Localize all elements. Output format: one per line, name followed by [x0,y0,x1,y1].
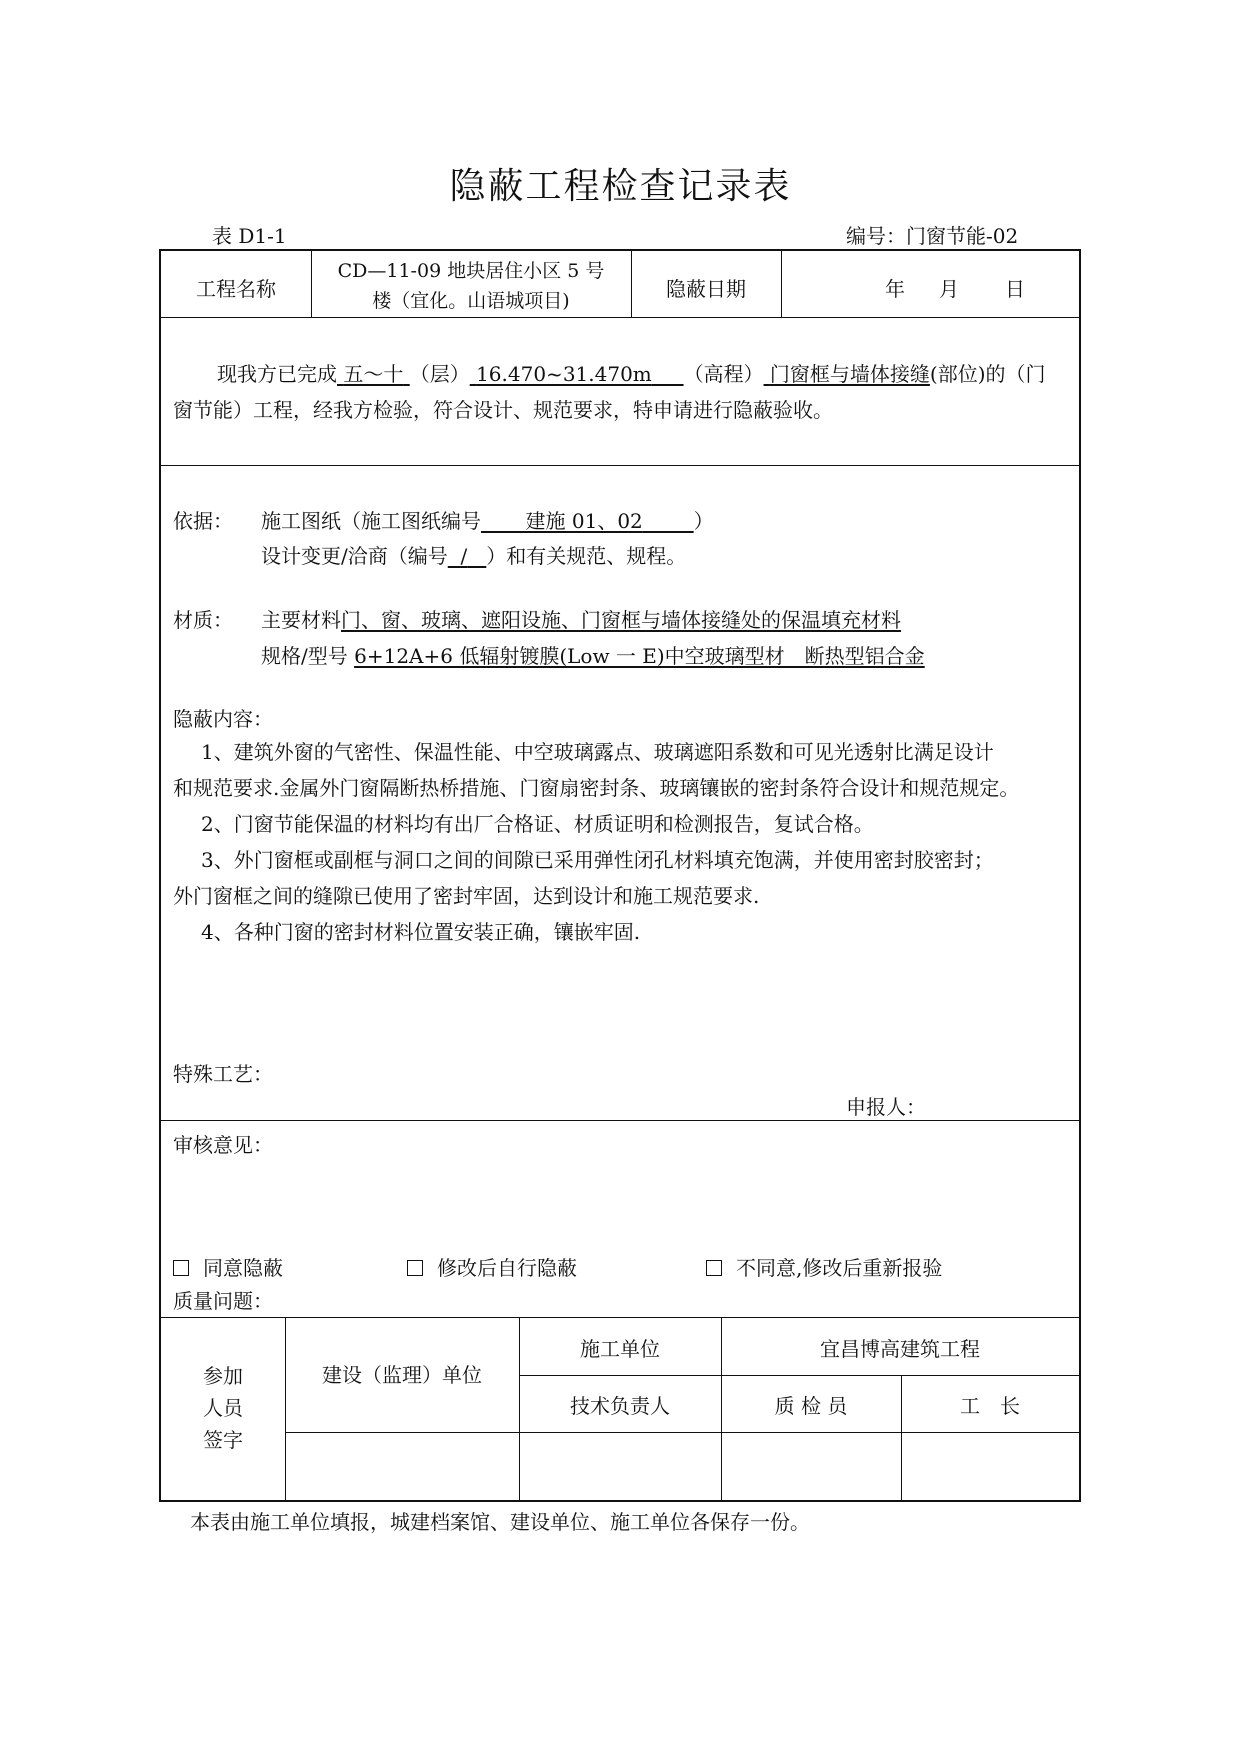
basis-label: 依据： [173,509,233,533]
main-material: 主要材料门、窗、玻璃、遮阳设施、门窗框与墙体接缝处的保温填充材料 [261,608,901,632]
concealed-content-label: 隐蔽内容： [173,707,273,731]
applicant-label: 申报人： [846,1095,926,1119]
row-divider [161,1317,1079,1318]
tech-lead-label: 技术负责人 [570,1394,670,1418]
option-reject[interactable] [706,1252,942,1281]
review-opinion-label: 审核意见： [173,1133,273,1157]
project-name-line2: 楼（宜化。山语城项目) [372,290,570,312]
basis-change: 设计变更/洽商（编号 / ）和有关规范、规程。 [261,544,687,568]
option-self-conceal[interactable] [407,1252,577,1281]
participants-label-3: 签字 [203,1428,243,1452]
statement-part: 门窗框与墙体接缝 [769,362,930,386]
participants-label-2: 人员 [203,1396,243,1420]
approve-label: 同意隐蔽 [203,1256,283,1280]
statement-elevation: 16.470~31.470m [476,362,652,386]
statement-prefix: 现我方已完成 [217,362,337,386]
concealed-item-1-line2: 和规范要求.金属外门窗隔断热桥措施、门窗扇密封条、玻璃镶嵌的密封条符合设计和规范规定。 [173,776,1020,800]
approve-checkbox[interactable] [173,1260,189,1276]
material-spec: 规格/型号 6+12A+6 低辐射镀膜(Low 一 E)中空玻璃型材 断热型铝合金 [261,644,925,668]
owner-unit-label: 建设（监理）单位 [322,1363,482,1387]
concealed-item-1-line1: 1、建筑外窗的气密性、保温性能、中空玻璃露点、玻璃遮阳系数和可见光透射比满足设计 [201,740,994,764]
material-spec-value: 6+12A+6 低辐射镀膜(Low 一 E)中空玻璃型材 断热型铝合金 [354,644,925,668]
concealed-item-3-line1: 3、外门窗框或副框与洞口之间的间隙已采用弹性闭孔材料填充饱满，并使用密封胶密封； [201,848,994,872]
statement-line1 [217,358,1046,387]
project-name-label: 工程名称 [196,277,276,301]
concealed-item-4: 4、各种门窗的密封材料位置安装正确，镶嵌牢固. [201,920,641,944]
drawing-number: 建施 01、02 [525,509,643,533]
row-divider [161,1120,1079,1121]
owner-signature-field[interactable] [285,1433,519,1500]
reject-label: 不同意,修改后重新报验 [736,1256,943,1280]
concealed-date-label: 隐蔽日期 [666,277,746,301]
project-name-line1: CD—11-09 地块居住小区 5 号 [337,260,605,282]
option-approve[interactable] [173,1252,283,1281]
statement-floors-unit: （层） [409,362,470,386]
statement-floors: 五～十 [343,362,404,386]
page-title: 隐蔽工程检查记录表 [449,166,792,207]
statement-elevation-unit: （高程） [683,362,764,386]
date-month: 月 [939,277,959,301]
basis-drawings: 施工图纸（施工图纸编号 建施 01、02 ） [261,509,714,533]
inspector-signature-field[interactable] [722,1433,901,1500]
row-divider [161,317,1079,318]
concealed-item-2: 2、门窗节能保温的材料均有出厂合格证、材质证明和检测报告，复试合格。 [201,812,874,836]
main-material-value: 门、窗、玻璃、遮阳设施、门窗框与墙体接缝处的保温填充材料 [341,608,901,632]
footer-note: 本表由施工单位填报，城建档案馆、建设单位、施工单位各保存一份。 [190,1510,810,1534]
tech-lead-signature-field[interactable] [520,1433,721,1500]
foreman-label: 工 长 [960,1394,1020,1418]
quality-issue-label: 质量问题： [173,1289,273,1313]
self-conceal-label: 修改后自行隐蔽 [437,1256,577,1280]
contractor-unit-name: 宜昌博高建筑工程 [820,1337,980,1361]
date-year: 年 [885,277,905,301]
special-process-label: 特殊工艺： [173,1062,273,1086]
serial-number: 编号：门窗节能-02 [846,224,1019,248]
self-conceal-checkbox[interactable] [407,1260,423,1276]
material-label: 材质： [173,608,233,632]
date-day: 日 [1005,277,1025,301]
concealed-item-3-line2: 外门窗框之间的缝隙已使用了密封牢固，达到设计和施工规范要求. [173,884,760,908]
row-divider [519,1375,1079,1376]
statement-part-unit: (部位)的（门 [929,362,1046,386]
reject-checkbox[interactable] [706,1260,722,1276]
record-sheet [159,249,1081,1502]
row-divider [161,465,1079,466]
foreman-signature-field[interactable] [902,1433,1079,1500]
inspector-label: 质 检 员 [774,1394,848,1418]
participants-label-1: 参加 [203,1364,243,1388]
change-number: / [460,544,468,568]
divider [781,251,782,317]
contractor-unit-label: 施工单位 [580,1337,660,1361]
form-code: 表 D1-1 [212,224,287,248]
statement-line2: 窗节能）工程，经我方检验，符合设计、规范要求，特申请进行隐蔽验收。 [173,398,833,422]
